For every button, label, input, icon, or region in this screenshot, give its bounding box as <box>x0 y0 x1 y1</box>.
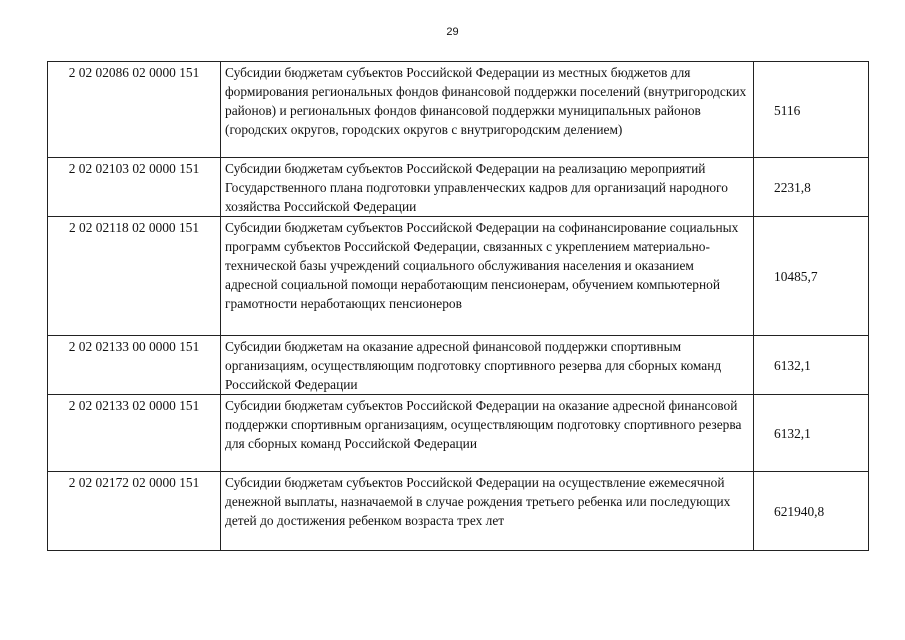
table-row <box>48 62 869 158</box>
page-number: 29 <box>446 26 459 38</box>
budget-revenue-table <box>47 61 869 551</box>
amount-cell: 6132,1 <box>754 395 869 472</box>
budget-code-cell: 2 02 02172 02 0000 151 <box>48 472 221 551</box>
table-row <box>48 336 869 395</box>
budget-code-cell: 2 02 02118 02 0000 151 <box>48 217 221 336</box>
table-row <box>48 158 869 217</box>
budget-code-cell: 2 02 02133 00 0000 151 <box>48 336 221 395</box>
budget-code-cell: 2 02 02086 02 0000 151 <box>48 62 221 158</box>
table-row <box>48 217 869 336</box>
amount-cell: 2231,8 <box>754 158 869 217</box>
table-row <box>48 395 869 472</box>
description-cell: Субсидии бюджетам субъектов Российской Федерации на осуществление ежемесячной денежной выплаты, назначаемой в случае рождения третьего ребенка или последующих детей до достижения ребенком возраста трех лет <box>221 472 754 551</box>
description-cell: Субсидии бюджетам субъектов Российской Федерации на оказание адресной финансовой поддержки спортивным организациям, осуществляющим подготовку спортивного резерва для сборных команд Российской Федерации <box>221 395 754 472</box>
description-cell: Субсидии бюджетам субъектов Российской Федерации на софинансирование социальных программ субъектов Российской Федерации, связанных с укреплением материально-технической базы учреждений социального обслуживания населения и оказанием адресной социальной помощи неработающим пенсионерам, обучением компьютерной грамотности неработающих пенсионеров <box>221 217 754 336</box>
amount-cell: 6132,1 <box>754 336 869 395</box>
table-row <box>48 472 869 551</box>
description-cell: Субсидии бюджетам субъектов Российской Федерации из местных бюджетов для формирования региональных фондов финансовой поддержки поселений (внутригородских районов) и региональных фондов финансовой поддержки муниципальных районов (городских округов, городских округов с внутригородским делением) <box>221 62 754 158</box>
description-cell: Субсидии бюджетам субъектов Российской Федерации на реализацию мероприятий Государственного плана подготовки управленческих кадров для организаций народного хозяйства Российской Федерации <box>221 158 754 217</box>
budget-code-cell: 2 02 02133 02 0000 151 <box>48 395 221 472</box>
amount-cell: 5116 <box>754 62 869 158</box>
amount-cell: 621940,8 <box>754 472 869 551</box>
description-cell: Субсидии бюджетам на оказание адресной финансовой поддержки спортивным организациям, осуществляющим подготовку спортивного резерва для сборных команд Российской Федерации <box>221 336 754 395</box>
amount-cell: 10485,7 <box>754 217 869 336</box>
budget-code-cell: 2 02 02103 02 0000 151 <box>48 158 221 217</box>
